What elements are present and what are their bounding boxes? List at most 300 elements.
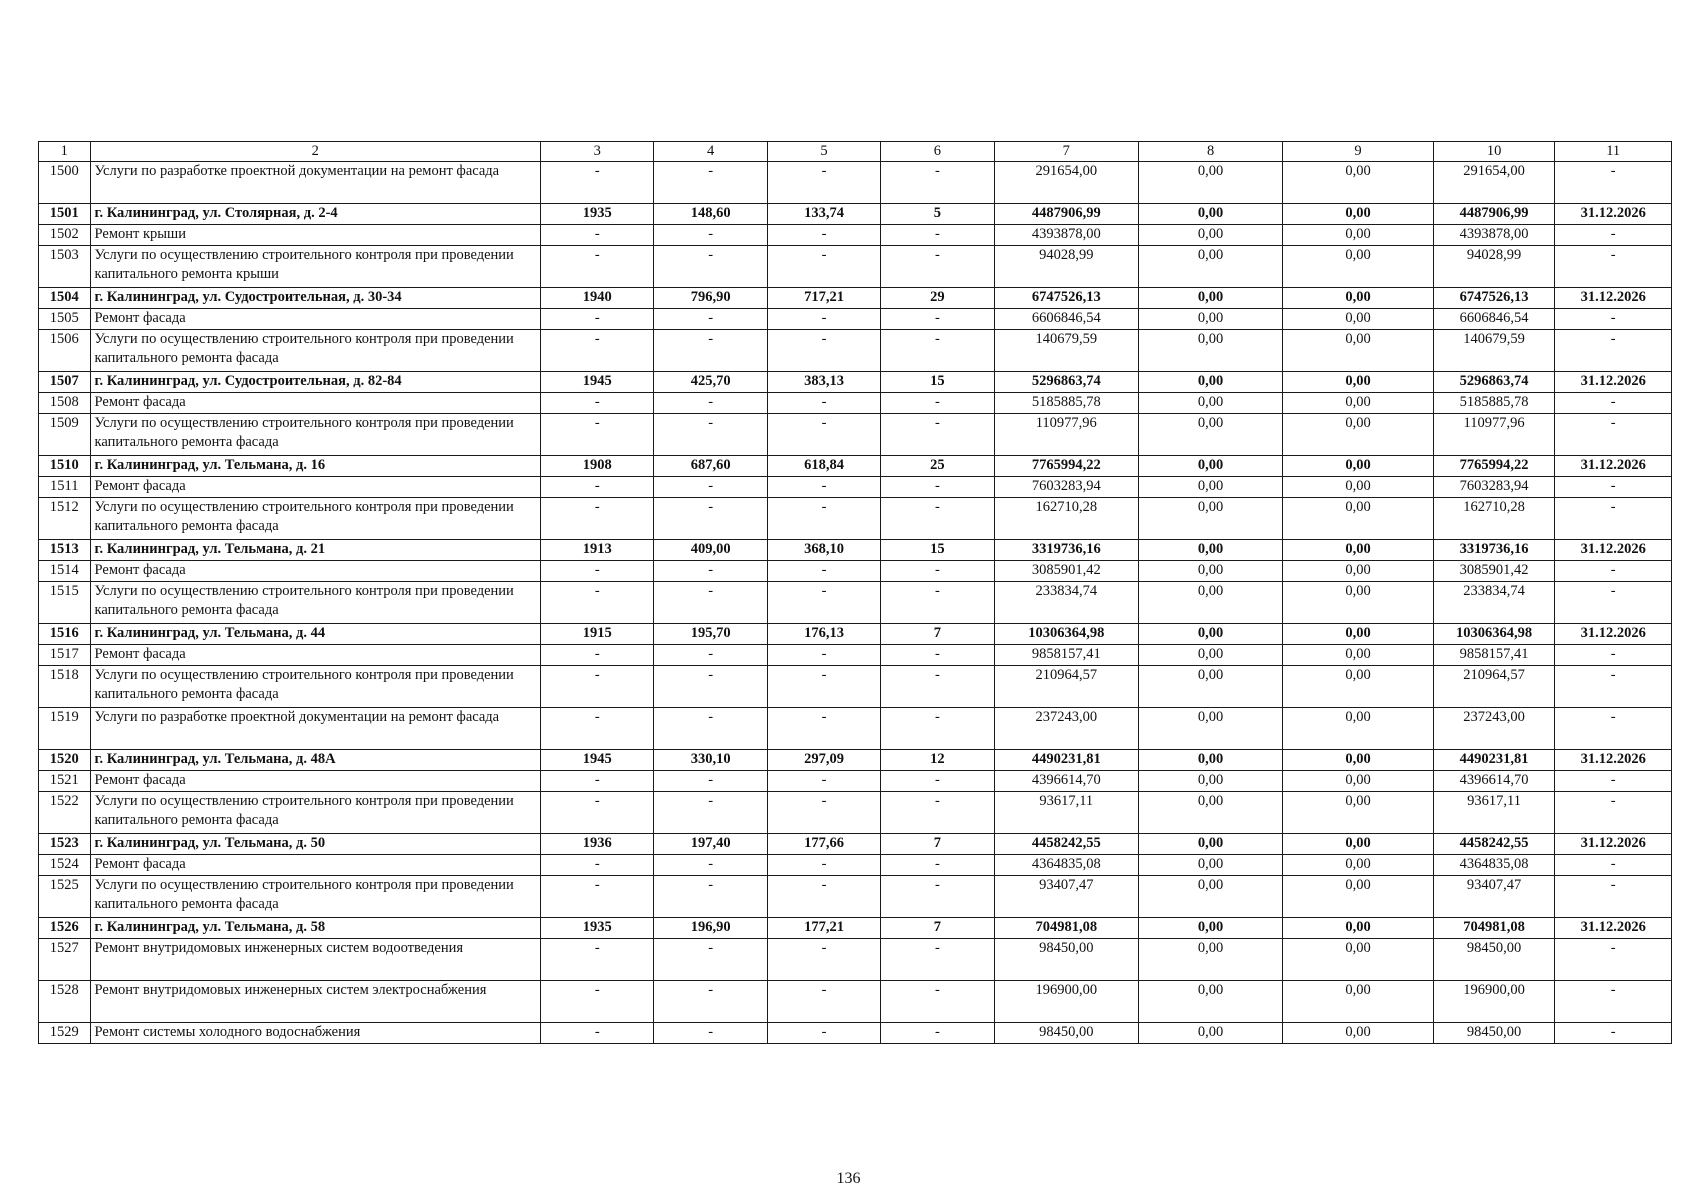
living-area: - <box>767 645 880 666</box>
cost-col-10: 196900,00 <box>1433 981 1555 1023</box>
cost-col-10: 7765994,22 <box>1433 456 1555 477</box>
cost-col-8: 0,00 <box>1138 540 1282 561</box>
cost-col-10: 210964,57 <box>1433 666 1555 708</box>
cost-col-8: 0,00 <box>1138 309 1282 330</box>
work-item-row <box>39 666 1672 708</box>
completion-date: - <box>1555 645 1672 666</box>
cost-col-8: 0,00 <box>1138 708 1282 750</box>
completion-date: - <box>1555 393 1672 414</box>
cost-col-9: 0,00 <box>1283 288 1434 309</box>
cost-col-10: 110977,96 <box>1433 414 1555 456</box>
completion-date: - <box>1555 792 1672 834</box>
cost-col-10: 6747526,13 <box>1433 288 1555 309</box>
total-area: - <box>654 855 767 876</box>
cost-col-9: 0,00 <box>1283 330 1434 372</box>
cost-col-10: 140679,59 <box>1433 330 1555 372</box>
address-row <box>39 750 1672 771</box>
row-name: Ремонт крыши <box>90 225 541 246</box>
build-year: 1945 <box>541 750 654 771</box>
cost-col-8: 0,00 <box>1138 876 1282 918</box>
build-year: - <box>541 981 654 1023</box>
living-area: - <box>767 393 880 414</box>
living-area: - <box>767 414 880 456</box>
work-item-row <box>39 708 1672 750</box>
residents: - <box>881 477 994 498</box>
row-number: 1508 <box>39 393 91 414</box>
address-row <box>39 834 1672 855</box>
residents: 29 <box>881 288 994 309</box>
row-name: Ремонт фасада <box>90 393 541 414</box>
row-number: 1503 <box>39 246 91 288</box>
work-item-row <box>39 393 1672 414</box>
total-area: - <box>654 309 767 330</box>
address-row <box>39 204 1672 225</box>
build-year: - <box>541 708 654 750</box>
build-year: - <box>541 855 654 876</box>
row-number: 1516 <box>39 624 91 645</box>
row-number: 1510 <box>39 456 91 477</box>
cost-col-9: 0,00 <box>1283 939 1434 981</box>
total-area: - <box>654 330 767 372</box>
build-year: 1935 <box>541 918 654 939</box>
row-name: Ремонт системы холодного водоснабжения <box>90 1023 541 1044</box>
row-name: Ремонт фасада <box>90 771 541 792</box>
row-name: г. Калининград, ул. Тельмана, д. 16 <box>90 456 541 477</box>
cost-col-9: 0,00 <box>1283 582 1434 624</box>
residents: 12 <box>881 750 994 771</box>
living-area: - <box>767 309 880 330</box>
row-name: Ремонт внутридомовых инженерных систем электроснабжения <box>90 981 541 1023</box>
total-area: - <box>654 477 767 498</box>
living-area: - <box>767 162 880 204</box>
residents: - <box>881 162 994 204</box>
total-cost: 196900,00 <box>994 981 1138 1023</box>
row-name: Услуги по осуществлению строительного контроля при проведении капитального ремонта фасада <box>90 330 541 372</box>
row-number: 1520 <box>39 750 91 771</box>
cost-col-8: 0,00 <box>1138 456 1282 477</box>
completion-date: - <box>1555 1023 1672 1044</box>
cost-col-8: 0,00 <box>1138 246 1282 288</box>
cost-col-10: 9858157,41 <box>1433 645 1555 666</box>
residents: - <box>881 498 994 540</box>
total-cost: 4364835,08 <box>994 855 1138 876</box>
total-cost: 140679,59 <box>994 330 1138 372</box>
total-cost: 4396614,70 <box>994 771 1138 792</box>
cost-col-8: 0,00 <box>1138 792 1282 834</box>
residents: - <box>881 414 994 456</box>
living-area: - <box>767 477 880 498</box>
total-area: - <box>654 162 767 204</box>
build-year: - <box>541 876 654 918</box>
residents: 5 <box>881 204 994 225</box>
column-number-10: 10 <box>1433 142 1555 162</box>
row-number: 1511 <box>39 477 91 498</box>
cost-col-9: 0,00 <box>1283 876 1434 918</box>
cost-col-10: 4458242,55 <box>1433 834 1555 855</box>
living-area: 177,66 <box>767 834 880 855</box>
completion-date: - <box>1555 981 1672 1023</box>
column-number-4: 4 <box>654 142 767 162</box>
total-cost: 5296863,74 <box>994 372 1138 393</box>
residents: - <box>881 582 994 624</box>
row-number: 1515 <box>39 582 91 624</box>
living-area: - <box>767 246 880 288</box>
cost-col-8: 0,00 <box>1138 918 1282 939</box>
row-number: 1512 <box>39 498 91 540</box>
cost-col-10: 4490231,81 <box>1433 750 1555 771</box>
row-name: Услуги по осуществлению строительного контроля при проведении капитального ремонта фасада <box>90 666 541 708</box>
cost-col-9: 0,00 <box>1283 225 1434 246</box>
build-year: - <box>541 939 654 981</box>
build-year: 1935 <box>541 204 654 225</box>
living-area: 383,13 <box>767 372 880 393</box>
work-item-row <box>39 477 1672 498</box>
completion-date: 31.12.2026 <box>1555 834 1672 855</box>
total-cost: 3085901,42 <box>994 561 1138 582</box>
total-cost: 110977,96 <box>994 414 1138 456</box>
row-name: Ремонт фасада <box>90 477 541 498</box>
total-cost: 7603283,94 <box>994 477 1138 498</box>
cost-col-8: 0,00 <box>1138 939 1282 981</box>
cost-col-9: 0,00 <box>1283 855 1434 876</box>
cost-col-8: 0,00 <box>1138 834 1282 855</box>
cost-col-9: 0,00 <box>1283 540 1434 561</box>
cost-col-10: 5296863,74 <box>1433 372 1555 393</box>
completion-date: - <box>1555 876 1672 918</box>
cost-col-10: 291654,00 <box>1433 162 1555 204</box>
work-item-row <box>39 771 1672 792</box>
cost-col-9: 0,00 <box>1283 834 1434 855</box>
build-year: - <box>541 582 654 624</box>
cost-col-10: 4487906,99 <box>1433 204 1555 225</box>
cost-col-8: 0,00 <box>1138 204 1282 225</box>
total-area: - <box>654 414 767 456</box>
cost-col-9: 0,00 <box>1283 645 1434 666</box>
completion-date: - <box>1555 162 1672 204</box>
total-cost: 4490231,81 <box>994 750 1138 771</box>
cost-col-8: 0,00 <box>1138 372 1282 393</box>
total-area: 425,70 <box>654 372 767 393</box>
total-area: - <box>654 981 767 1023</box>
cost-col-9: 0,00 <box>1283 666 1434 708</box>
row-name: г. Калининград, ул. Тельмана, д. 50 <box>90 834 541 855</box>
cost-col-8: 0,00 <box>1138 750 1282 771</box>
build-year: - <box>541 477 654 498</box>
build-year: 1945 <box>541 372 654 393</box>
total-cost: 98450,00 <box>994 1023 1138 1044</box>
living-area: - <box>767 939 880 981</box>
total-cost: 9858157,41 <box>994 645 1138 666</box>
living-area: 177,21 <box>767 918 880 939</box>
cost-col-8: 0,00 <box>1138 477 1282 498</box>
work-item-row <box>39 498 1672 540</box>
living-area: - <box>767 582 880 624</box>
cost-col-8: 0,00 <box>1138 645 1282 666</box>
completion-date: - <box>1555 246 1672 288</box>
total-area: 687,60 <box>654 456 767 477</box>
total-cost: 3319736,16 <box>994 540 1138 561</box>
cost-col-10: 7603283,94 <box>1433 477 1555 498</box>
row-number: 1517 <box>39 645 91 666</box>
total-area: - <box>654 771 767 792</box>
living-area: 133,74 <box>767 204 880 225</box>
living-area: - <box>767 330 880 372</box>
residents: 25 <box>881 456 994 477</box>
cost-col-9: 0,00 <box>1283 372 1434 393</box>
row-name: Услуги по осуществлению строительного контроля при проведении капитального ремонта фасада <box>90 582 541 624</box>
living-area: - <box>767 561 880 582</box>
total-area: - <box>654 792 767 834</box>
row-number: 1506 <box>39 330 91 372</box>
living-area: - <box>767 498 880 540</box>
cost-col-8: 0,00 <box>1138 981 1282 1023</box>
column-number-3: 3 <box>541 142 654 162</box>
address-row <box>39 540 1672 561</box>
build-year: 1913 <box>541 540 654 561</box>
total-area: - <box>654 246 767 288</box>
row-number: 1507 <box>39 372 91 393</box>
build-year: - <box>541 309 654 330</box>
residents: - <box>881 246 994 288</box>
total-cost: 4458242,55 <box>994 834 1138 855</box>
row-number: 1501 <box>39 204 91 225</box>
completion-date: - <box>1555 225 1672 246</box>
row-number: 1522 <box>39 792 91 834</box>
column-number-8: 8 <box>1138 142 1282 162</box>
work-item-row <box>39 561 1672 582</box>
residents: - <box>881 855 994 876</box>
completion-date: - <box>1555 582 1672 624</box>
cost-col-10: 93407,47 <box>1433 876 1555 918</box>
residents: - <box>881 876 994 918</box>
residents: - <box>881 561 994 582</box>
row-name: г. Калининград, ул. Тельмана, д. 44 <box>90 624 541 645</box>
cost-col-9: 0,00 <box>1283 246 1434 288</box>
completion-date: - <box>1555 498 1672 540</box>
completion-date: 31.12.2026 <box>1555 372 1672 393</box>
row-number: 1504 <box>39 288 91 309</box>
work-item-row <box>39 162 1672 204</box>
living-area: - <box>767 225 880 246</box>
row-number: 1509 <box>39 414 91 456</box>
build-year: - <box>541 1023 654 1044</box>
row-number: 1502 <box>39 225 91 246</box>
cost-col-9: 0,00 <box>1283 981 1434 1023</box>
cost-col-8: 0,00 <box>1138 330 1282 372</box>
total-cost: 237243,00 <box>994 708 1138 750</box>
total-cost: 93617,11 <box>994 792 1138 834</box>
build-year: - <box>541 162 654 204</box>
living-area: 176,13 <box>767 624 880 645</box>
build-year: - <box>541 666 654 708</box>
total-cost: 6747526,13 <box>994 288 1138 309</box>
completion-date: 31.12.2026 <box>1555 540 1672 561</box>
row-number: 1527 <box>39 939 91 981</box>
total-area: - <box>654 582 767 624</box>
cost-col-9: 0,00 <box>1283 708 1434 750</box>
cost-col-9: 0,00 <box>1283 162 1434 204</box>
row-number: 1521 <box>39 771 91 792</box>
column-number-7: 7 <box>994 142 1138 162</box>
completion-date: 31.12.2026 <box>1555 918 1672 939</box>
row-name: Ремонт фасада <box>90 561 541 582</box>
residents: 7 <box>881 834 994 855</box>
work-item-row <box>39 645 1672 666</box>
residents: - <box>881 771 994 792</box>
row-number: 1524 <box>39 855 91 876</box>
work-item-row <box>39 876 1672 918</box>
total-cost: 5185885,78 <box>994 393 1138 414</box>
row-name: г. Калининград, ул. Тельмана, д. 21 <box>90 540 541 561</box>
row-name: Услуги по разработке проектной документации на ремонт фасада <box>90 708 541 750</box>
work-item-row <box>39 414 1672 456</box>
total-area: - <box>654 393 767 414</box>
column-number-1: 1 <box>39 142 91 162</box>
row-number: 1513 <box>39 540 91 561</box>
cost-col-9: 0,00 <box>1283 750 1434 771</box>
row-name: г. Калининград, ул. Тельмана, д. 58 <box>90 918 541 939</box>
row-name: Услуги по осуществлению строительного контроля при проведении капитального ремонта фасада <box>90 792 541 834</box>
work-item-row <box>39 855 1672 876</box>
work-item-row <box>39 225 1672 246</box>
row-name: Ремонт внутридомовых инженерных систем водоотведения <box>90 939 541 981</box>
total-cost: 4393878,00 <box>994 225 1138 246</box>
row-name: г. Калининград, ул. Столярная, д. 2-4 <box>90 204 541 225</box>
cost-col-9: 0,00 <box>1283 771 1434 792</box>
cost-col-9: 0,00 <box>1283 624 1434 645</box>
work-item-row <box>39 792 1672 834</box>
cost-col-9: 0,00 <box>1283 918 1434 939</box>
living-area: 297,09 <box>767 750 880 771</box>
cost-col-9: 0,00 <box>1283 204 1434 225</box>
living-area: 368,10 <box>767 540 880 561</box>
living-area: - <box>767 792 880 834</box>
cost-col-8: 0,00 <box>1138 855 1282 876</box>
cost-col-10: 10306364,98 <box>1433 624 1555 645</box>
living-area: 618,84 <box>767 456 880 477</box>
residents: - <box>881 309 994 330</box>
cost-col-10: 162710,28 <box>1433 498 1555 540</box>
row-name: г. Калининград, ул. Тельмана, д. 48А <box>90 750 541 771</box>
residents: 7 <box>881 918 994 939</box>
cost-col-9: 0,00 <box>1283 792 1434 834</box>
cost-col-8: 0,00 <box>1138 225 1282 246</box>
column-number-row <box>39 142 1672 162</box>
total-area: - <box>654 876 767 918</box>
total-cost: 6606846,54 <box>994 309 1138 330</box>
row-number: 1528 <box>39 981 91 1023</box>
row-name: Услуги по осуществлению строительного контроля при проведении капитального ремонта фасада <box>90 876 541 918</box>
cost-col-10: 93617,11 <box>1433 792 1555 834</box>
cost-col-8: 0,00 <box>1138 288 1282 309</box>
page-number: 136 <box>836 1170 861 1187</box>
cost-col-10: 98450,00 <box>1433 939 1555 981</box>
total-area: 148,60 <box>654 204 767 225</box>
address-row <box>39 624 1672 645</box>
row-name: Ремонт фасада <box>90 309 541 330</box>
table-body <box>39 142 1672 1044</box>
row-number: 1514 <box>39 561 91 582</box>
cost-col-8: 0,00 <box>1138 771 1282 792</box>
cost-col-8: 0,00 <box>1138 498 1282 540</box>
residents: - <box>881 708 994 750</box>
total-area: - <box>654 645 767 666</box>
column-number-11: 11 <box>1555 142 1672 162</box>
build-year: - <box>541 393 654 414</box>
row-name: Ремонт фасада <box>90 645 541 666</box>
living-area: - <box>767 981 880 1023</box>
cost-col-9: 0,00 <box>1283 309 1434 330</box>
cost-col-8: 0,00 <box>1138 666 1282 708</box>
residents: - <box>881 666 994 708</box>
cost-col-8: 0,00 <box>1138 561 1282 582</box>
cost-col-9: 0,00 <box>1283 498 1434 540</box>
work-item-row <box>39 246 1672 288</box>
row-number: 1523 <box>39 834 91 855</box>
build-year: - <box>541 792 654 834</box>
cost-col-8: 0,00 <box>1138 582 1282 624</box>
cost-col-10: 237243,00 <box>1433 708 1555 750</box>
total-area: 195,70 <box>654 624 767 645</box>
total-area: - <box>654 939 767 981</box>
total-area: - <box>654 708 767 750</box>
row-name: г. Калининград, ул. Судостроительная, д. 82-84 <box>90 372 541 393</box>
row-number: 1500 <box>39 162 91 204</box>
total-cost: 704981,08 <box>994 918 1138 939</box>
build-year: - <box>541 246 654 288</box>
total-cost: 93407,47 <box>994 876 1138 918</box>
work-item-row <box>39 981 1672 1023</box>
completion-date: - <box>1555 414 1672 456</box>
cost-col-9: 0,00 <box>1283 414 1434 456</box>
living-area: 717,21 <box>767 288 880 309</box>
row-name: Услуги по осуществлению строительного контроля при проведении капитального ремонта фасада <box>90 414 541 456</box>
cost-col-8: 0,00 <box>1138 393 1282 414</box>
column-number-5: 5 <box>767 142 880 162</box>
total-cost: 10306364,98 <box>994 624 1138 645</box>
cost-col-10: 3319736,16 <box>1433 540 1555 561</box>
row-number: 1526 <box>39 918 91 939</box>
cost-col-9: 0,00 <box>1283 561 1434 582</box>
build-year: - <box>541 645 654 666</box>
living-area: - <box>767 855 880 876</box>
column-number-6: 6 <box>881 142 994 162</box>
total-cost: 98450,00 <box>994 939 1138 981</box>
completion-date: - <box>1555 309 1672 330</box>
cost-col-10: 94028,99 <box>1433 246 1555 288</box>
residents: 7 <box>881 624 994 645</box>
cost-col-10: 704981,08 <box>1433 918 1555 939</box>
completion-date: - <box>1555 561 1672 582</box>
total-area: 796,90 <box>654 288 767 309</box>
total-area: 330,10 <box>654 750 767 771</box>
cost-col-10: 6606846,54 <box>1433 309 1555 330</box>
completion-date: - <box>1555 477 1672 498</box>
cost-col-9: 0,00 <box>1283 393 1434 414</box>
cost-col-10: 5185885,78 <box>1433 393 1555 414</box>
completion-date: 31.12.2026 <box>1555 750 1672 771</box>
living-area: - <box>767 708 880 750</box>
completion-date: - <box>1555 330 1672 372</box>
residents: - <box>881 645 994 666</box>
residents: - <box>881 225 994 246</box>
cost-col-8: 0,00 <box>1138 1023 1282 1044</box>
cost-col-10: 3085901,42 <box>1433 561 1555 582</box>
total-area: - <box>654 666 767 708</box>
column-number-2: 2 <box>90 142 541 162</box>
total-cost: 233834,74 <box>994 582 1138 624</box>
total-area: - <box>654 1023 767 1044</box>
